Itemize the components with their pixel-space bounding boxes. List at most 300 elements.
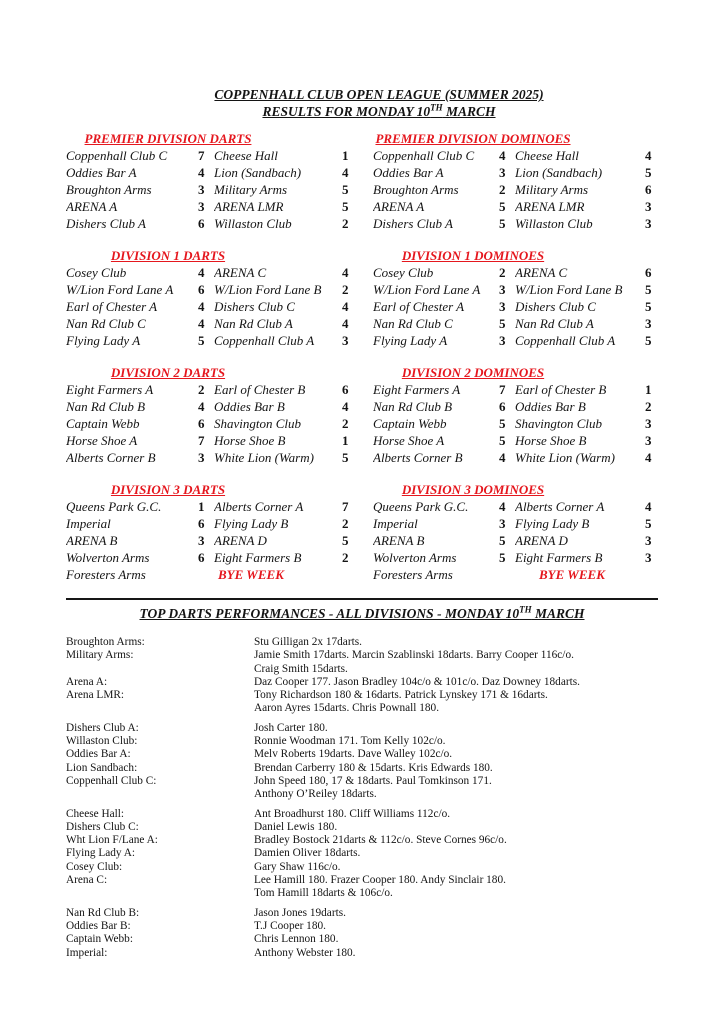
- performance-team-label: Dishers Club C:: [66, 820, 139, 833]
- darts-away-team: Cheese Hall: [214, 148, 278, 163]
- division-heading-row: [66, 364, 658, 381]
- dominoes-home-team: ARENA B: [373, 533, 425, 548]
- bye-week-label: BYE WEEK: [218, 567, 284, 582]
- performance-detail: Tom Hamill 18darts & 106c/o.: [254, 887, 393, 900]
- darts-home-score: 2: [198, 382, 205, 397]
- match-row: [66, 215, 658, 232]
- dominoes-away-team: Military Arms: [515, 182, 589, 197]
- darts-home-team: Queens Park G.C.: [66, 499, 162, 514]
- dominoes-home-score: 5: [499, 433, 506, 448]
- dominoes-division-heading: DIVISION 1 DOMINOES: [401, 248, 545, 263]
- darts-home-team: Dishers Club A: [66, 216, 146, 231]
- spacer: [645, 566, 658, 583]
- darts-away-score: 6: [342, 382, 349, 397]
- darts-away-score: 1: [342, 148, 349, 163]
- column-gap: [355, 215, 373, 232]
- performance-detail: Daniel Lewis 180.: [254, 820, 338, 833]
- match-row: [66, 181, 658, 198]
- spacer: [342, 566, 355, 583]
- darts-home-team: Earl of Chester A: [66, 299, 158, 314]
- darts-away-team: W/Lion Ford Lane B: [214, 282, 322, 297]
- match-row: [66, 198, 658, 215]
- dominoes-home-score: 5: [499, 216, 506, 231]
- performance-detail: Anthony O’Reiley 18darts.: [254, 788, 377, 801]
- performance-row: [66, 762, 658, 775]
- darts-home-score: 3: [198, 182, 205, 197]
- performance-team-label: Cosey Club:: [66, 860, 123, 873]
- performance-team-label: Nan Rd Club B:: [66, 906, 140, 919]
- performance-detail: Damien Oliver 18darts.: [254, 847, 361, 860]
- darts-away-team: Horse Shoe B: [214, 433, 286, 448]
- dominoes-home-team: Dishers Club A: [373, 216, 453, 231]
- spacer: [573, 247, 658, 264]
- darts-away-score: 5: [342, 182, 349, 197]
- dominoes-away-team: Shavington Club: [515, 416, 603, 431]
- spacer: [573, 130, 658, 147]
- column-gap: [355, 281, 373, 298]
- performance-row: [66, 663, 658, 676]
- dominoes-home-score: 2: [499, 182, 506, 197]
- darts-home-score: 4: [198, 299, 205, 314]
- performance-team-label: Cheese Hall:: [66, 807, 125, 820]
- performance-detail: Stu Gilligan 2x 17darts.: [254, 636, 362, 648]
- dominoes-away-score: 3: [645, 550, 652, 565]
- darts-home-team: Foresters Arms: [66, 567, 146, 582]
- performance-row: [66, 821, 658, 834]
- performance-detail: John Speed 180, 17 & 18darts. Paul Tomkinson 171.: [254, 774, 492, 787]
- division-heading-row: [66, 481, 658, 498]
- section-divider-line: [66, 598, 658, 600]
- column-gap: [355, 566, 373, 583]
- performance-detail: Gary Shaw 116c/o.: [254, 860, 341, 873]
- darts-home-team: Nan Rd Club C: [66, 316, 146, 331]
- dominoes-away-score: 5: [645, 299, 652, 314]
- darts-division-heading: PREMIER DIVISION DARTS: [84, 131, 252, 146]
- division-heading-row: [66, 247, 658, 264]
- dominoes-home-team: Alberts Corner B: [373, 450, 463, 465]
- dominoes-away-team: Oddies Bar B: [515, 399, 586, 414]
- darts-away-score: 4: [342, 299, 349, 314]
- match-row: [66, 298, 658, 315]
- dominoes-home-score: 3: [499, 299, 506, 314]
- column-gap: [355, 198, 373, 215]
- dominoes-home-team: Coppenhall Club C: [373, 148, 475, 163]
- darts-division-heading: DIVISION 3 DARTS: [110, 482, 226, 497]
- performance-detail: Ronnie Woodman 171. Tom Kelly 102c/o.: [254, 735, 446, 748]
- dominoes-home-team: ARENA A: [373, 199, 425, 214]
- dominoes-home-score: 5: [499, 316, 506, 331]
- darts-home-score: 6: [198, 516, 205, 531]
- darts-home-score: 3: [198, 199, 205, 214]
- darts-home-score: 3: [198, 533, 205, 548]
- performance-team-label: Oddies Bar A:: [66, 748, 131, 761]
- performance-team-label: [66, 702, 254, 715]
- darts-home-team: W/Lion Ford Lane A: [66, 282, 174, 297]
- performance-detail: Chris Lennon 180.: [254, 933, 339, 946]
- dominoes-home-team: Eight Farmers A: [373, 382, 461, 397]
- darts-home-team: Wolverton Arms: [66, 550, 150, 565]
- dominoes-division-heading: DIVISION 3 DOMINOES: [401, 482, 545, 497]
- darts-home-score: 6: [198, 282, 205, 297]
- dominoes-away-team: Horse Shoe B: [515, 433, 587, 448]
- dominoes-away-score: 3: [645, 533, 652, 548]
- darts-away-score: 4: [342, 316, 349, 331]
- performance-team-label: Military Arms:: [66, 649, 134, 662]
- dominoes-home-team: Nan Rd Club C: [373, 316, 453, 331]
- dominoes-home-team: W/Lion Ford Lane A: [373, 282, 481, 297]
- title-date-prefix: RESULTS FOR MONDAY 10: [262, 104, 431, 119]
- column-gap: [355, 415, 373, 432]
- darts-away-score: 2: [342, 516, 349, 531]
- match-row: [66, 164, 658, 181]
- division-heading-row: [66, 130, 658, 147]
- dominoes-home-score: 7: [499, 382, 506, 397]
- darts-away-team: Flying Lady B: [214, 516, 289, 531]
- darts-away-team: ARENA D: [214, 533, 267, 548]
- performance-detail: Melv Roberts 19darts. Dave Walley 102c/o.: [254, 748, 453, 761]
- column-gap: [355, 298, 373, 315]
- match-row: [66, 281, 658, 298]
- match-row: [66, 315, 658, 332]
- darts-away-score: 5: [342, 533, 349, 548]
- title-date-ordinal: TH: [430, 102, 443, 113]
- performance-group: [66, 907, 658, 960]
- darts-home-score: 1: [198, 499, 205, 514]
- match-row: [66, 549, 658, 566]
- dominoes-home-team: Queens Park G.C.: [373, 499, 469, 514]
- darts-home-score: 6: [198, 416, 205, 431]
- performance-detail: Jamie Smith 17darts. Marcin Szablinski 18darts. Barry Cooper 116c/o.: [254, 649, 574, 662]
- match-row: [66, 432, 658, 449]
- performances-heading-suffix: MARCH: [531, 606, 585, 621]
- darts-away-score: 2: [342, 216, 349, 231]
- dominoes-away-score: 3: [645, 199, 652, 214]
- performance-detail: Craig Smith 15darts.: [254, 662, 348, 675]
- dominoes-away-score: 4: [645, 148, 652, 163]
- match-row: [66, 264, 658, 281]
- dominoes-home-score: 3: [499, 516, 506, 531]
- performance-team-label: Broughton Arms:: [66, 636, 145, 648]
- darts-away-team: ARENA C: [214, 265, 267, 280]
- performance-row: [66, 722, 658, 735]
- match-row: [66, 332, 658, 349]
- performance-team-label: Arena C:: [66, 874, 108, 887]
- results-section: [66, 130, 658, 583]
- darts-away-score: 2: [342, 282, 349, 297]
- darts-away-team: Oddies Bar B: [214, 399, 285, 414]
- dominoes-away-score: 4: [645, 450, 652, 465]
- darts-home-score: 6: [198, 550, 205, 565]
- darts-away-team: Dishers Club C: [214, 299, 295, 314]
- column-gap: [355, 549, 373, 566]
- performance-team-label: Dishers Club A:: [66, 721, 139, 734]
- performance-row: [66, 907, 658, 920]
- performance-detail: Josh Carter 180.: [254, 721, 328, 734]
- performance-team-label: [66, 788, 254, 801]
- match-row: [66, 147, 658, 164]
- dominoes-away-score: 5: [645, 516, 652, 531]
- dominoes-home-score: 5: [499, 550, 506, 565]
- darts-home-team: ARENA B: [66, 533, 118, 548]
- dominoes-home-team: Captain Webb: [373, 416, 447, 431]
- dominoes-away-team: ARENA LMR: [515, 199, 585, 214]
- dominoes-home-score: 5: [499, 199, 506, 214]
- darts-away-team: Willaston Club: [214, 216, 292, 231]
- spacer: [573, 481, 658, 498]
- darts-away-team: White Lion (Warm): [214, 450, 314, 465]
- darts-home-team: Nan Rd Club B: [66, 399, 146, 414]
- dominoes-home-team: Imperial: [373, 516, 418, 531]
- performances-list: [66, 636, 658, 960]
- performances-heading-ordinal: TH: [519, 604, 532, 615]
- darts-division-heading: DIVISION 1 DARTS: [110, 248, 226, 263]
- dominoes-away-score: 6: [645, 265, 652, 280]
- darts-away-score: 4: [342, 265, 349, 280]
- dominoes-away-team: Coppenhall Club A: [515, 333, 616, 348]
- performance-row: [66, 689, 658, 702]
- darts-home-team: Imperial: [66, 516, 111, 531]
- column-gap: [355, 515, 373, 532]
- match-row: [66, 449, 658, 466]
- dominoes-home-score: 6: [499, 399, 506, 414]
- bye-week-label: BYE WEEK: [539, 567, 605, 582]
- darts-away-team: ARENA LMR: [214, 199, 284, 214]
- match-row: [66, 498, 658, 515]
- division-block: [66, 364, 658, 466]
- darts-away-score: 2: [342, 416, 349, 431]
- dominoes-home-team: Horse Shoe A: [373, 433, 445, 448]
- page-title: [66, 86, 658, 120]
- performance-detail: Ant Broadhurst 180. Cliff Williams 112c/o.: [254, 807, 451, 820]
- dominoes-away-score: 5: [645, 282, 652, 297]
- performance-row: [66, 808, 658, 821]
- performance-team-label: [66, 663, 254, 676]
- spacer: [499, 566, 515, 583]
- darts-away-team: Earl of Chester B: [214, 382, 306, 397]
- dominoes-home-team: Broughton Arms: [373, 182, 459, 197]
- dominoes-away-score: 2: [645, 399, 652, 414]
- performance-group: [66, 636, 658, 716]
- performance-row: [66, 933, 658, 946]
- performance-row: [66, 636, 658, 649]
- page-title-line2: [100, 103, 658, 120]
- darts-home-score: 3: [198, 450, 205, 465]
- match-row: [66, 532, 658, 549]
- darts-home-score: 4: [198, 265, 205, 280]
- performance-detail: Lee Hamill 180. Frazer Cooper 180. Andy Sinclair 180.: [254, 874, 506, 887]
- dominoes-home-team: Earl of Chester A: [373, 299, 465, 314]
- dominoes-away-score: 6: [645, 182, 652, 197]
- dominoes-away-team: Flying Lady B: [515, 516, 590, 531]
- dominoes-away-score: 3: [645, 216, 652, 231]
- division-block: [66, 481, 658, 583]
- dominoes-home-score: 3: [499, 165, 506, 180]
- dominoes-away-team: W/Lion Ford Lane B: [515, 282, 623, 297]
- darts-away-team: Shavington Club: [214, 416, 302, 431]
- dominoes-home-score: 4: [499, 450, 506, 465]
- performance-detail: T.J Cooper 180.: [254, 919, 326, 932]
- match-row: [66, 398, 658, 415]
- dominoes-home-score: 3: [499, 282, 506, 297]
- dominoes-away-score: 5: [645, 165, 652, 180]
- column-gap: [355, 432, 373, 449]
- dominoes-away-score: 1: [645, 382, 652, 397]
- match-row: [66, 566, 658, 583]
- dominoes-division-heading: PREMIER DIVISION DOMINOES: [375, 131, 571, 146]
- dominoes-away-team: Earl of Chester B: [515, 382, 607, 397]
- dominoes-home-score: 5: [499, 533, 506, 548]
- darts-home-team: Broughton Arms: [66, 182, 152, 197]
- dominoes-away-score: 3: [645, 316, 652, 331]
- dominoes-away-team: White Lion (Warm): [515, 450, 615, 465]
- performance-group: [66, 722, 658, 802]
- darts-home-team: Cosey Club: [66, 265, 127, 280]
- dominoes-home-score: 3: [499, 333, 506, 348]
- darts-home-team: Eight Farmers A: [66, 382, 154, 397]
- spacer: [270, 247, 373, 264]
- dominoes-home-team: Nan Rd Club B: [373, 399, 453, 414]
- column-gap: [355, 147, 373, 164]
- performance-row: [66, 788, 658, 801]
- dominoes-home-score: 4: [499, 499, 506, 514]
- darts-home-score: 7: [198, 148, 205, 163]
- column-gap: [355, 498, 373, 515]
- performance-row: [66, 847, 658, 860]
- performance-detail: Anthony Webster 180.: [254, 946, 356, 959]
- darts-away-score: 7: [342, 499, 349, 514]
- column-gap: [355, 264, 373, 281]
- darts-away-score: 4: [342, 165, 349, 180]
- performance-team-label: Coppenhall Club C:: [66, 774, 157, 787]
- dominoes-home-score: 4: [499, 148, 506, 163]
- performance-team-label: Lion Sandbach:: [66, 761, 138, 774]
- spacer: [270, 364, 373, 381]
- darts-home-score: 4: [198, 165, 205, 180]
- performance-row: [66, 920, 658, 933]
- performance-row: [66, 735, 658, 748]
- darts-home-team: ARENA A: [66, 199, 118, 214]
- dominoes-away-team: Alberts Corner A: [515, 499, 605, 514]
- performance-detail: Jason Jones 19darts.: [254, 906, 346, 919]
- darts-away-score: 4: [342, 399, 349, 414]
- match-row: [66, 381, 658, 398]
- dominoes-away-team: Cheese Hall: [515, 148, 579, 163]
- darts-home-team: Captain Webb: [66, 416, 140, 431]
- performance-team-label: Imperial:: [66, 946, 108, 959]
- darts-home-team: Oddies Bar A: [66, 165, 137, 180]
- performance-team-label: Arena A:: [66, 675, 108, 688]
- dominoes-home-team: Foresters Arms: [373, 567, 453, 582]
- darts-home-team: Horse Shoe A: [66, 433, 138, 448]
- performance-row: [66, 874, 658, 887]
- darts-away-score: 1: [342, 433, 349, 448]
- performance-team-label: Oddies Bar B:: [66, 919, 131, 932]
- column-gap: [355, 532, 373, 549]
- performance-team-label: Captain Webb:: [66, 933, 133, 946]
- column-gap: [355, 398, 373, 415]
- darts-home-score: 7: [198, 433, 205, 448]
- page-title-line1: COPPENHALL CLUB OPEN LEAGUE (SUMMER 2025): [214, 87, 544, 102]
- dominoes-home-team: Oddies Bar A: [373, 165, 444, 180]
- dominoes-away-team: Lion (Sandbach): [515, 165, 603, 180]
- performance-team-label: Willaston Club:: [66, 735, 138, 748]
- performances-heading: [66, 605, 658, 622]
- spacer: [270, 130, 373, 147]
- performance-team-label: Flying Lady A:: [66, 847, 136, 860]
- dominoes-away-team: ARENA C: [515, 265, 568, 280]
- performances-heading-text: [140, 606, 585, 621]
- performance-team-label: [66, 887, 254, 900]
- match-row: [66, 515, 658, 532]
- performance-team-label: Arena LMR:: [66, 689, 125, 702]
- performance-row: [66, 861, 658, 874]
- performance-group: [66, 808, 658, 901]
- division-block: [66, 247, 658, 349]
- darts-away-team: Coppenhall Club A: [214, 333, 315, 348]
- dominoes-away-team: Eight Farmers B: [515, 550, 603, 565]
- darts-home-team: Flying Lady A: [66, 333, 141, 348]
- darts-division-heading: DIVISION 2 DARTS: [110, 365, 226, 380]
- spacer: [270, 481, 373, 498]
- dominoes-home-score: 2: [499, 265, 506, 280]
- dominoes-home-team: Cosey Club: [373, 265, 434, 280]
- darts-away-score: 5: [342, 450, 349, 465]
- column-gap: [355, 332, 373, 349]
- dominoes-away-score: 5: [645, 333, 652, 348]
- darts-away-team: Alberts Corner A: [214, 499, 304, 514]
- column-gap: [355, 449, 373, 466]
- darts-home-score: 4: [198, 399, 205, 414]
- darts-away-team: Military Arms: [214, 182, 288, 197]
- darts-away-score: 5: [342, 199, 349, 214]
- dominoes-home-team: Wolverton Arms: [373, 550, 457, 565]
- darts-home-team: Coppenhall Club C: [66, 148, 168, 163]
- performance-row: [66, 649, 658, 662]
- darts-home-score: 4: [198, 316, 205, 331]
- performance-row: [66, 775, 658, 788]
- performance-row: [66, 748, 658, 761]
- dominoes-away-score: 3: [645, 416, 652, 431]
- dominoes-away-team: Nan Rd Club A: [515, 316, 594, 331]
- spacer: [198, 566, 214, 583]
- performance-detail: Aaron Ayres 15darts. Chris Pownall 180.: [254, 702, 440, 715]
- column-gap: [355, 315, 373, 332]
- performance-row: [66, 702, 658, 715]
- page-title-line2-text: [262, 104, 495, 119]
- performance-team-label: Wht Lion F/Lane A:: [66, 834, 158, 847]
- darts-home-score: 5: [198, 333, 205, 348]
- dominoes-away-team: ARENA D: [515, 533, 568, 548]
- performances-heading-prefix: TOP DARTS PERFORMANCES - ALL DIVISIONS - MONDAY 10: [139, 606, 520, 621]
- spacer: [573, 364, 658, 381]
- darts-away-score: 3: [342, 333, 349, 348]
- darts-home-team: Alberts Corner B: [66, 450, 156, 465]
- darts-away-team: Lion (Sandbach): [214, 165, 302, 180]
- match-row: [66, 415, 658, 432]
- column-gap: [355, 381, 373, 398]
- performance-detail: Bradley Bostock 21darts & 112c/o. Steve Cornes 96c/o.: [254, 834, 507, 847]
- performance-row: [66, 947, 658, 960]
- darts-away-team: Eight Farmers B: [214, 550, 302, 565]
- title-date-suffix: MARCH: [442, 104, 496, 119]
- performance-detail: Daz Cooper 177. Jason Bradley 104c/o & 101c/o. Daz Downey 18darts.: [254, 675, 580, 688]
- dominoes-away-score: 3: [645, 433, 652, 448]
- dominoes-home-team: Flying Lady A: [373, 333, 448, 348]
- dominoes-away-team: Dishers Club C: [515, 299, 596, 314]
- dominoes-away-team: Willaston Club: [515, 216, 593, 231]
- division-block: [66, 130, 658, 232]
- performance-detail: Tony Richardson 180 & 16darts. Patrick Lynskey 171 & 16darts.: [254, 689, 548, 702]
